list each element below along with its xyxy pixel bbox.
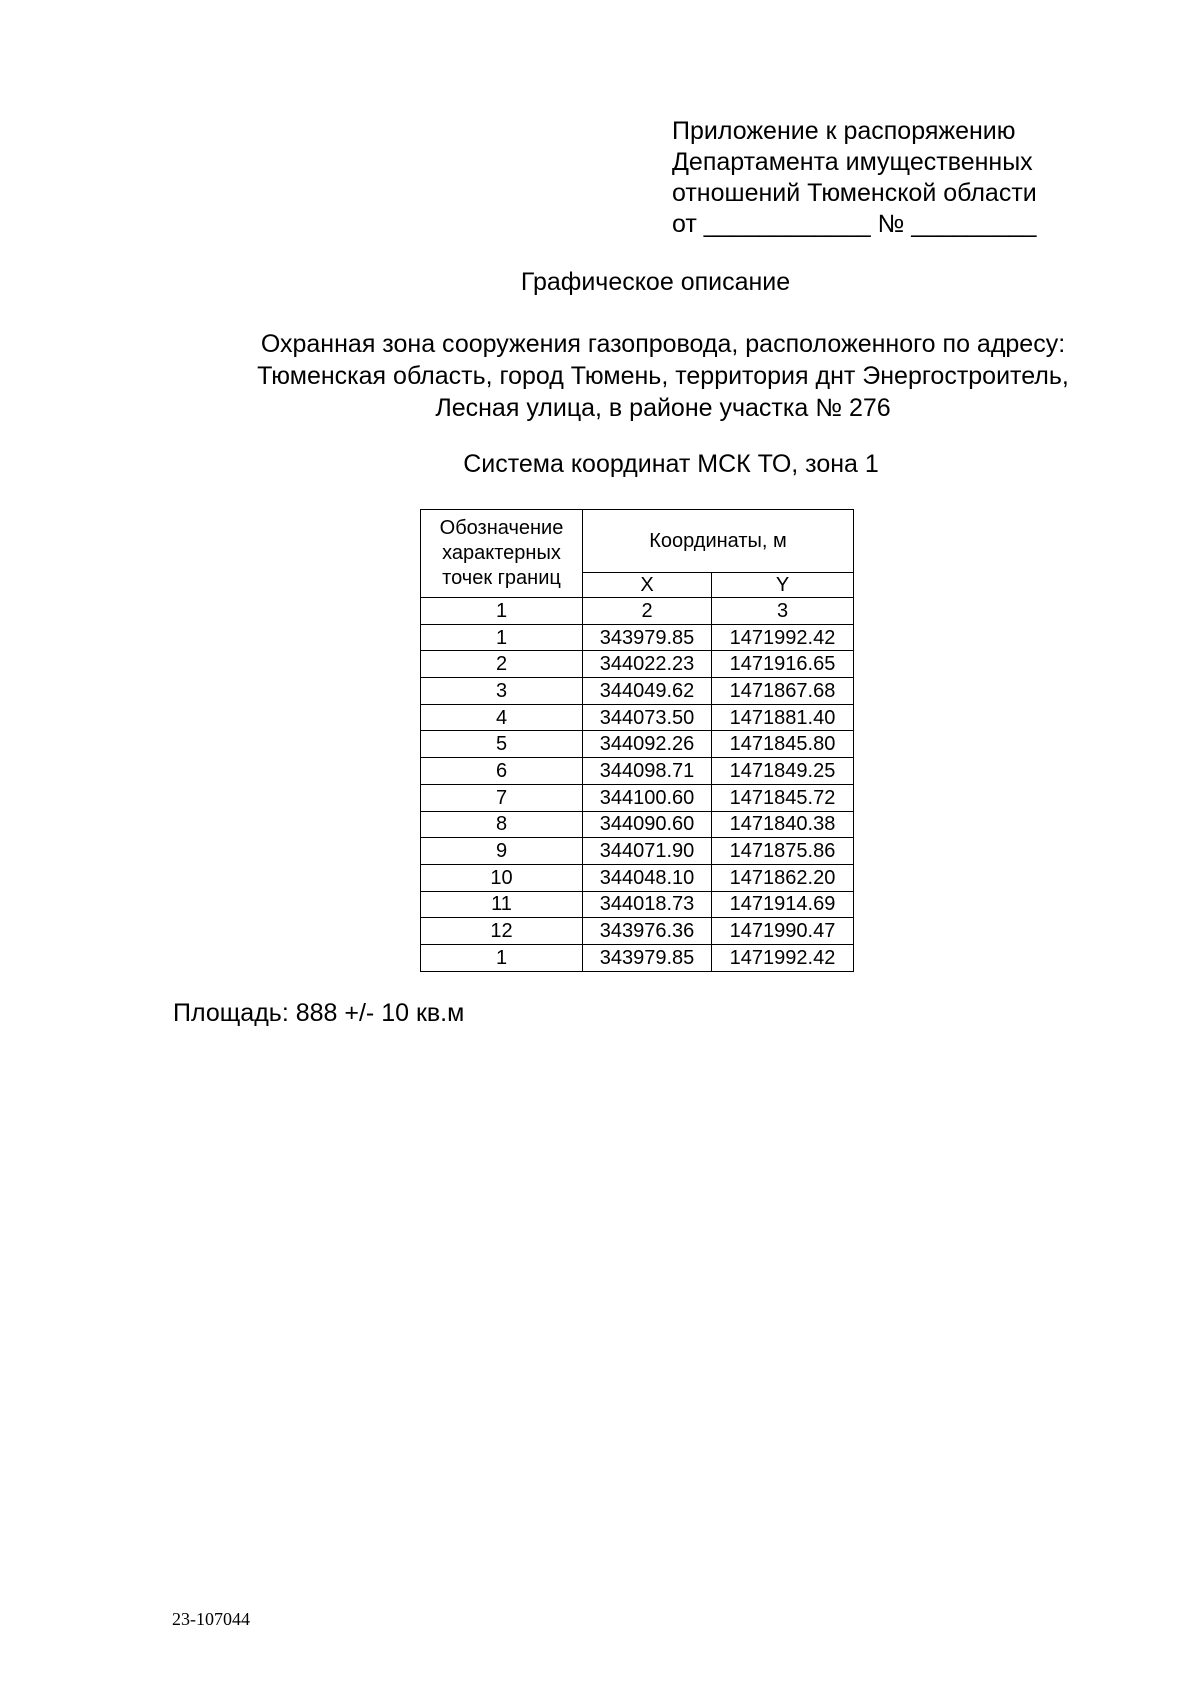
point-number: 10 (421, 864, 583, 891)
header-coordinates: Координаты, м (583, 510, 854, 573)
y-coordinate: 1471916.65 (712, 651, 854, 678)
x-coordinate: 344071.90 (583, 838, 712, 865)
column-number: 3 (712, 598, 854, 625)
appendix-date-number-line: от ____________ № _________ (672, 210, 1037, 238)
y-coordinate: 1471867.68 (712, 678, 854, 705)
x-coordinate: 343976.36 (583, 918, 712, 945)
x-coordinate: 344073.50 (583, 704, 712, 731)
x-coordinate: 344048.10 (583, 864, 712, 891)
zone-line-3: Лесная улица, в районе участка № 276 (435, 394, 891, 422)
header-x: X (583, 573, 712, 598)
table-row (421, 918, 854, 945)
document-number: 23-107044 (172, 1609, 250, 1629)
table-row (421, 624, 854, 651)
point-number: 4 (421, 704, 583, 731)
column-number-row (421, 598, 854, 625)
point-number: 7 (421, 784, 583, 811)
table-row (421, 811, 854, 838)
x-coordinate: 344090.60 (583, 811, 712, 838)
header-point-designation: Обозначение характерных точек границ (421, 510, 583, 598)
table-row (421, 704, 854, 731)
x-coordinate: 344098.71 (583, 758, 712, 785)
point-number: 11 (421, 891, 583, 918)
y-coordinate: 1471914.69 (712, 891, 854, 918)
y-coordinate: 1471881.40 (712, 704, 854, 731)
y-coordinate: 1471845.80 (712, 731, 854, 758)
point-number: 9 (421, 838, 583, 865)
table-row (421, 838, 854, 865)
table-row (421, 731, 854, 758)
y-coordinate: 1471840.38 (712, 811, 854, 838)
table-row (421, 944, 854, 971)
zone-description (0, 328, 1200, 424)
appendix-line-2: Департамента имущественных (672, 148, 1033, 176)
point-number: 8 (421, 811, 583, 838)
x-coordinate: 344018.73 (583, 891, 712, 918)
point-number: 1 (421, 624, 583, 651)
area-text: Площадь: 888 +/- 10 кв.м (173, 999, 465, 1027)
table-row (421, 864, 854, 891)
x-coordinate: 344100.60 (583, 784, 712, 811)
appendix-line-1: Приложение к распоряжению (672, 117, 1016, 145)
x-coordinate: 343979.85 (583, 624, 712, 651)
x-coordinate: 344049.62 (583, 678, 712, 705)
y-coordinate: 1471862.20 (712, 864, 854, 891)
y-coordinate: 1471990.47 (712, 918, 854, 945)
table-row (421, 784, 854, 811)
appendix-line-3: отношений Тюменской области (672, 179, 1037, 207)
point-number: 2 (421, 651, 583, 678)
y-coordinate: 1471992.42 (712, 944, 854, 971)
point-number: 6 (421, 758, 583, 785)
point-number: 5 (421, 731, 583, 758)
point-number: 12 (421, 918, 583, 945)
column-number: 1 (421, 598, 583, 625)
table-row (421, 651, 854, 678)
column-number: 2 (583, 598, 712, 625)
point-number: 3 (421, 678, 583, 705)
x-coordinate: 343979.85 (583, 944, 712, 971)
coordinate-system: Система координат МСК ТО, зона 1 (463, 450, 879, 478)
x-coordinate: 344022.23 (583, 651, 712, 678)
zone-line-1: Охранная зона сооружения газопровода, расположенного по адресу: (260, 330, 1066, 358)
y-coordinate: 1471992.42 (712, 624, 854, 651)
appendix-block (672, 116, 1037, 240)
header-y: Y (712, 573, 854, 598)
y-coordinate: 1471875.86 (712, 838, 854, 865)
zone-line-2: Тюменская область, город Тюмень, территория днт Энергостроитель, (257, 362, 1069, 390)
x-coordinate: 344092.26 (583, 731, 712, 758)
table-row (421, 891, 854, 918)
y-coordinate: 1471849.25 (712, 758, 854, 785)
y-coordinate: 1471845.72 (712, 784, 854, 811)
coordinates-table (420, 509, 854, 972)
table-row (421, 678, 854, 705)
point-number: 1 (421, 944, 583, 971)
document-title: Графическое описание (520, 268, 791, 296)
table-row (421, 758, 854, 785)
